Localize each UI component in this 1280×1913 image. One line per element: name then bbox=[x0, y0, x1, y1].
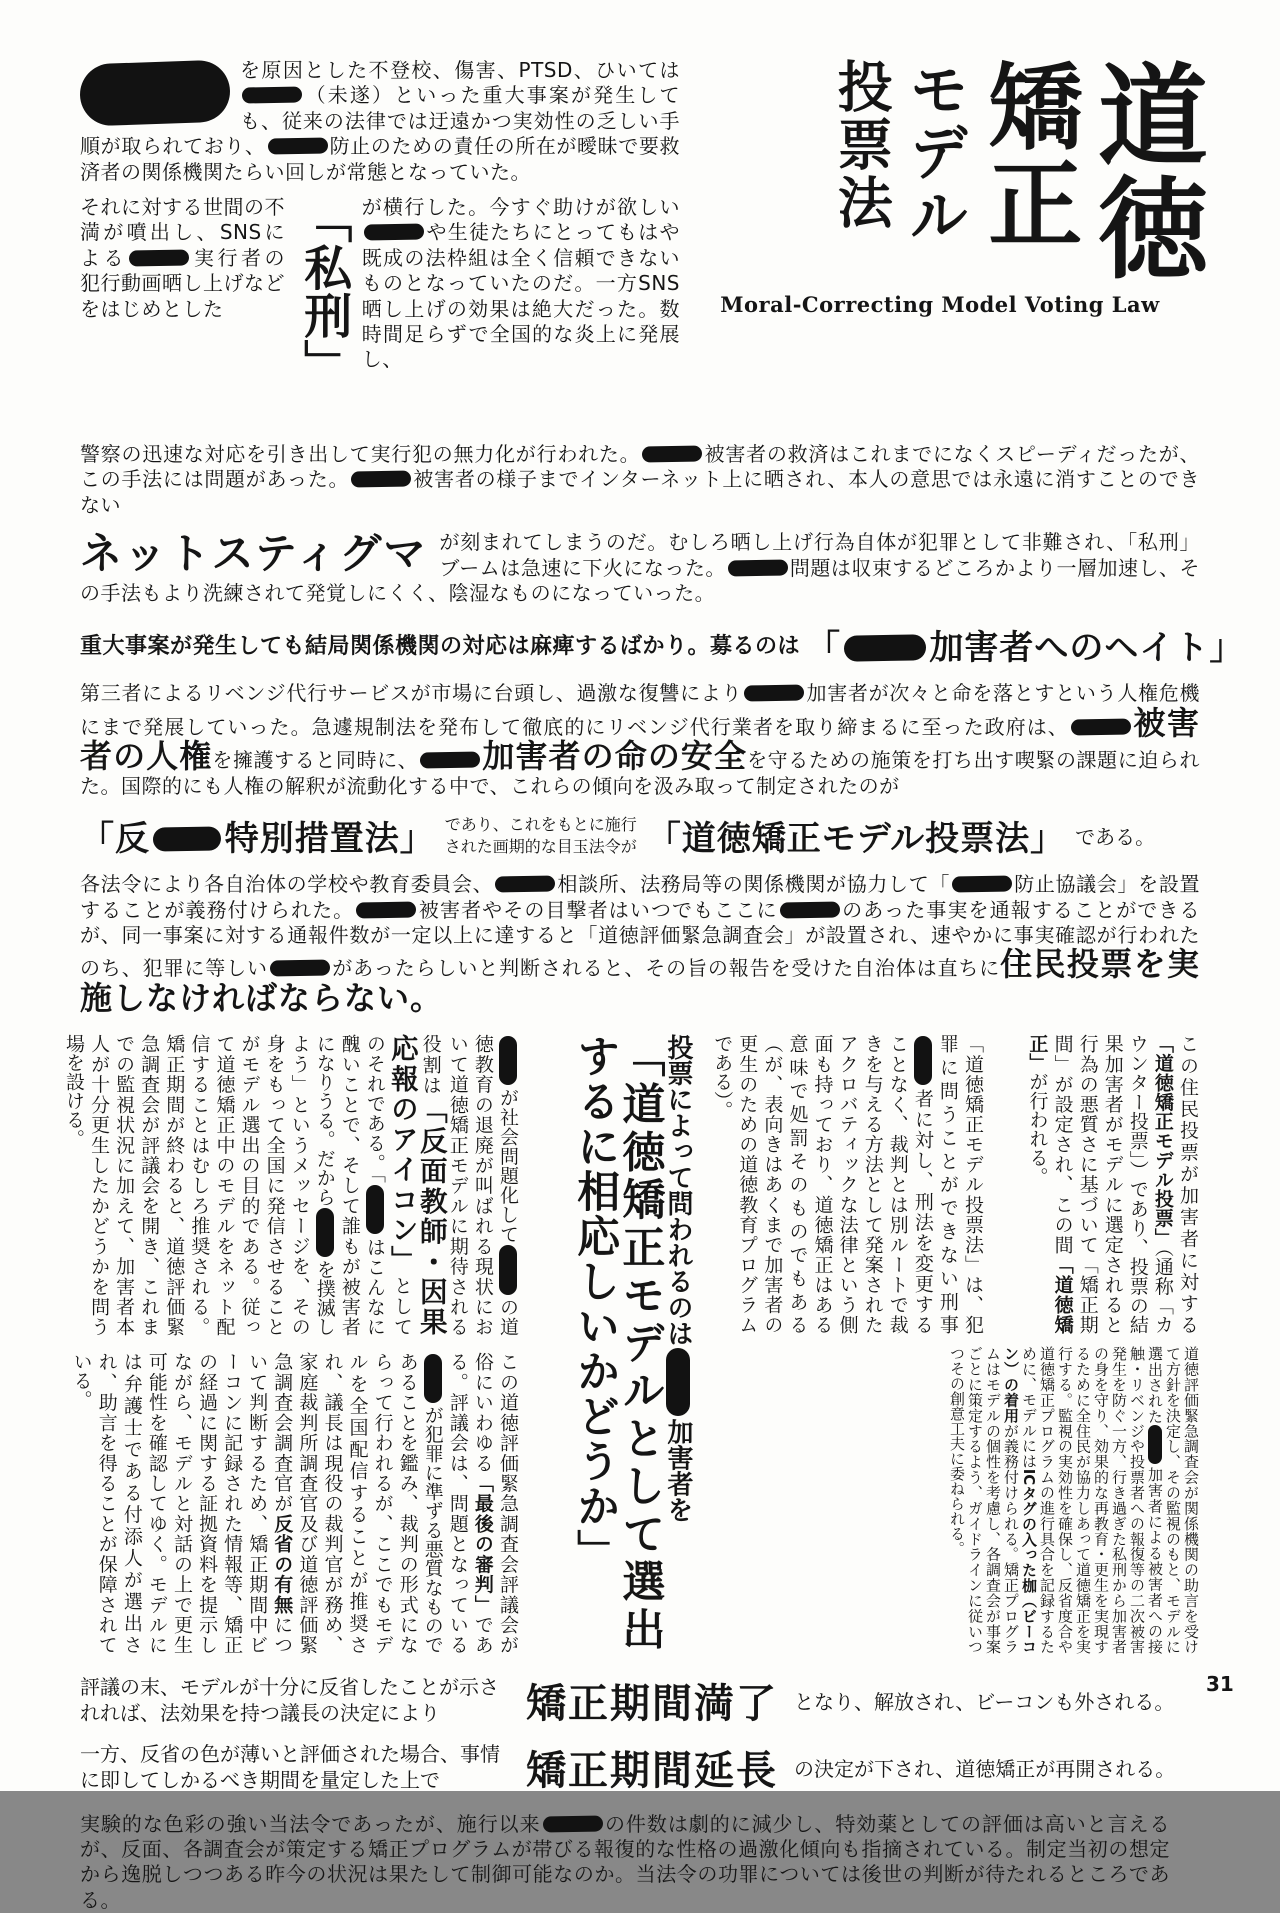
text-segment: 警察の迅速な対応を引き出して実行犯の無力化が行われた。 bbox=[80, 441, 641, 466]
text-segment: 各法令により各自治体の学校や教育委員会、 bbox=[80, 872, 494, 897]
redaction-scribble bbox=[542, 1815, 602, 1832]
text-segment: である。評議会は、問題となっている bbox=[446, 1351, 494, 1654]
text-segment: や生徒たちにとってもはや既成の法枠組は全く信頼できないものとなっていたのだ。一方SNS晒し上げの効果は絶大だった。数時間足らずで全国的な炎上に発展し、 bbox=[361, 220, 680, 372]
redaction-scribble bbox=[779, 901, 839, 918]
page-number: 31 bbox=[1206, 1672, 1234, 1696]
text-segment: 投票によって問われるのは bbox=[663, 1033, 693, 1346]
text-segment: があったらしいと判断されると、その旨の報告を受けた自治体は直ちに bbox=[331, 956, 1001, 981]
vertical-block-icon-role bbox=[62, 1033, 520, 1336]
text-segment: を撲滅しよう」というメッセージを、その身をもって全国に発信させることがモデル選出の目的である。従って道徳矯正中のモデルをネット配信することはむしろ推奨される。矯正期間が終わると、道徳評価緊急調査会が評議会を開き、これまでの監視状況に加えて、加害者本人が十分更生したかどうかを問う場を設ける。 bbox=[62, 1033, 336, 1336]
text-segment: 被害者の人権 bbox=[80, 703, 1200, 776]
text-segment: 防止協議会」を設置することが義務付けられた。 bbox=[80, 872, 1201, 922]
hate-heading bbox=[80, 620, 1245, 669]
special-measures-law-title bbox=[80, 811, 435, 860]
redaction-scribble bbox=[914, 1036, 932, 1085]
title-word-model: モデル bbox=[898, 58, 969, 247]
private-punishment-title: 「私刑」 bbox=[295, 194, 352, 387]
redaction-scribble bbox=[952, 876, 1012, 893]
verdict-completion-row bbox=[80, 1672, 1200, 1729]
text-segment: が横行した。今すぐ助けが欲しい bbox=[361, 194, 680, 219]
law-naming-row bbox=[80, 811, 1200, 860]
text-segment: 被害者やその目撃者はいつでもここに bbox=[418, 897, 778, 922]
text-segment: の件数は劇的に減少し、特効薬としての評価は高いと言えるが、反面、各調査会が策定する矯正プログラムが帯びる報復的な性格の過激化傾向も指摘されている。制定当初の想定から逸脱しつつある昨今の状況は果たして制御可能なのか。当法令の功罪については後世の判断が待たれるところである。 bbox=[80, 1811, 1170, 1912]
redaction-scribble bbox=[1071, 718, 1131, 735]
redaction-scribble bbox=[79, 59, 231, 126]
text-segment: を擁護すると同時に、 bbox=[212, 748, 419, 773]
text-segment: の道徳教育の退廃が叫ばれる現状において道徳矯正モデルに期待される役割は bbox=[419, 1033, 519, 1336]
text-segment: 加害者が次々と命を落とすという人権危機にまで発展していった。急遽規制法を発布して徹底的にリベンジ代行業者を取り締まるに至った政府は、 bbox=[80, 681, 1200, 739]
redaction-scribble bbox=[495, 876, 555, 893]
english-subtitle: Moral-Correcting Model Voting Law bbox=[720, 292, 1160, 317]
paragraph-referendum-setup bbox=[80, 872, 1201, 1018]
voting-law-title: 「道徳矯正モデル投票法」 bbox=[646, 819, 1066, 860]
text-segment: が犯罪に準ずる悪質なものであることを鑑み、裁判の形式にならって行われるが、ここでもモデルを全国配信することが推奨され、議長は現役の裁判官が務め、家庭裁判所調査官及び道徳評価緊急調査会調査官が bbox=[271, 1351, 444, 1654]
text-segment: 第三者によるリベンジ代行サービスが市場に台頭し、過激な復讐により bbox=[80, 681, 743, 706]
redaction-scribble bbox=[153, 827, 221, 853]
text-segment: 「 bbox=[806, 628, 842, 669]
redaction-scribble bbox=[744, 685, 804, 702]
text-segment: 「反面教師・因果応報のアイコン」 bbox=[385, 1033, 447, 1336]
text-segment: 「反 bbox=[80, 819, 150, 860]
redaction-scribble bbox=[666, 1348, 691, 1416]
vertical-block-surveillance bbox=[948, 1345, 1200, 1654]
law-connector-line2: された画期的な目玉法令が bbox=[444, 836, 637, 856]
text-segment: 加害者による被害者への接触・リベンジや投票者への報復等の二次被害発生を防ぐ一方、行き過ぎた私刑から加害者の身を守り、効果的な再教育・更生を実現するために全住民が協力しあって道徳矯正を実行する。監視の実効性を確保し、反省度合や道徳矯正プログラムの進行具合を記録するために、モデルには bbox=[1020, 1345, 1164, 1654]
text-segment: 特別措置法」 bbox=[224, 819, 435, 860]
text-segment: はこんなに醜いことで、そして誰もが被害者になりうる。だから bbox=[313, 1033, 386, 1336]
text-segment: 者に対し、刑法を変更することなく、裁判とは別ルートで裁きを与える方法として発案されたアクロバティックな法律という側面も持っており、道徳矯正はある意味で処罰そのものでもある（が、表向きはあくまで加害者の更生のための道徳教育プログラムである）。 bbox=[711, 1033, 934, 1334]
title-word-correcting: 矯正 bbox=[971, 58, 1082, 252]
text-segment: 反省の有無 bbox=[271, 1513, 294, 1615]
redaction-scribble bbox=[499, 1245, 517, 1294]
main-title-vertical bbox=[828, 58, 1209, 284]
text-segment: のあった事実を通報することができるが、同一事案に対する通報件数が一定以上に達すると「道徳評価緊急調査会」が設置され、速やかに事実確認が行われたのち、犯罪に等しい bbox=[80, 897, 1201, 981]
redaction-scribble bbox=[351, 471, 411, 488]
paragraph-police-response bbox=[80, 442, 1200, 518]
redaction-scribble bbox=[267, 138, 327, 155]
text-segment: この道徳評価緊急調査会評議会が俗にいわゆる bbox=[471, 1351, 519, 1654]
net-stigma-block bbox=[80, 530, 1200, 606]
law-connector-text bbox=[445, 814, 637, 857]
verdict-completion-title: 矯正期間満了 bbox=[526, 1679, 778, 1727]
redaction-scribble bbox=[242, 87, 302, 104]
vertical-block-last-judgement bbox=[70, 1351, 520, 1654]
hate-heading-big bbox=[806, 620, 1244, 669]
vertical-block-law-nature bbox=[695, 1034, 985, 1334]
text-segment: を原因とした不登校、傷害、PTSD、ひいては bbox=[240, 58, 680, 82]
vertical-text-section bbox=[62, 1030, 1200, 1662]
header-row bbox=[80, 58, 1209, 430]
redaction-scribble bbox=[424, 1354, 442, 1403]
text-segment: 実行者の犯行動画晒し上げなどをはじめとした bbox=[80, 245, 285, 321]
text-segment: が義務付けられる。矯正プログラムはモデルの個性を考慮し、各調査会が事案ごとに策定するよう、ガイドラインに従いつつその創意工夫に委ねられる。 bbox=[948, 1345, 1020, 1654]
text-segment: 被害者の様子までインターネット上に晒され、本人の意思では永遠に消すことのできない bbox=[80, 467, 1200, 517]
text-segment: 加害者へのヘイト」 bbox=[929, 628, 1245, 669]
private-punishment-left-text bbox=[80, 195, 285, 430]
redaction-scribble bbox=[364, 224, 424, 241]
law-connector-line1: であり、これをもとに施行 bbox=[444, 815, 637, 835]
text-segment: 問題は収束するどころかより一層加速し、その手法もより洗練されて発覚しにくく、陰湿なものになっていった。 bbox=[80, 555, 1200, 605]
text-segment: 「道徳矯正」 bbox=[1026, 1033, 1074, 1334]
redaction-scribble bbox=[366, 1185, 384, 1234]
law-tail-text: である。 bbox=[1075, 825, 1156, 850]
redaction-scribble bbox=[270, 960, 330, 977]
text-segment: 「道徳矯正モデルとして選出するに相応しいかどうか」 bbox=[570, 1033, 666, 1652]
verdict-extension-title: 矯正期間延長 bbox=[526, 1746, 778, 1794]
private-punishment-right-text bbox=[362, 195, 680, 430]
text-segment: について判断するため、矯正期間中ビーコンに記録された情報等、矯正の経過に関する証拠資料を提示しながら、モデルと対話の上で更生可能性を確認してゆく。モデルには弁護士である付添人が選出され、助言を得ることが保障されている。 bbox=[70, 1351, 294, 1654]
verdict-completion-result: となり、解放され、ビーコンも外される。 bbox=[794, 1689, 1175, 1714]
text-segment: を守るための施策を打ち出す喫緊の課題に迫られた。国際的にも人権の解釈が流動化する中で、これらの傾向を汲み取って制定されたのが bbox=[80, 748, 1200, 798]
text-segment: 加害者の命の安全 bbox=[482, 737, 748, 776]
vertical-block-counter-vote bbox=[995, 1034, 1200, 1334]
text-segment: 「道徳矯正モデル投票」 bbox=[1151, 1033, 1174, 1247]
redaction-scribble bbox=[642, 445, 702, 462]
redaction-scribble bbox=[316, 1208, 334, 1257]
redaction-scribble bbox=[356, 901, 416, 918]
paragraph-intro bbox=[80, 58, 680, 185]
verdict-extension-row bbox=[80, 1739, 1200, 1796]
text-segment: 「道徳矯正モデル投票法」は、犯罪に問うことができない刑事 bbox=[936, 1033, 984, 1334]
redaction-scribble bbox=[844, 635, 926, 662]
text-segment: が社会問題化して bbox=[497, 1086, 519, 1244]
text-segment: 実験的な色彩の強い当法令であったが、施行以来 bbox=[80, 1811, 541, 1836]
net-stigma-word: ネットスティグマ bbox=[80, 529, 428, 579]
verdict-extension-condition: 一方、反省の色が薄いと評価された場合、事情に即してしかるべき期間を量定した上で bbox=[80, 1742, 500, 1793]
redaction-scribble bbox=[129, 249, 189, 266]
text-segment: ICタグの入った枷（ビーコン）の着用 bbox=[1002, 1345, 1038, 1654]
verdict-completion-condition: 評議の末、モデルが十分に反省したことが示されれば、法効果を持つ議長の決定により bbox=[80, 1675, 499, 1726]
text-segment: 被害者の救済はこれまでになくスピーディだったが、この手法には問題があった。 bbox=[80, 441, 1200, 492]
private-punishment-block bbox=[80, 195, 680, 430]
redaction-scribble bbox=[1148, 1425, 1162, 1464]
text-segment: 加害者を bbox=[663, 1418, 693, 1523]
intro-column bbox=[80, 58, 680, 430]
text-segment: 住民投票を実施しなければならない。 bbox=[80, 945, 1200, 1018]
text-segment: 「最後の審判」 bbox=[471, 1472, 494, 1615]
text-segment: としてのそれである。「 bbox=[363, 1033, 413, 1336]
text-segment: （未遂）といった重大事案が発生しても、従来の法律では迂遠かつ実効性の乏しい手順が取られており、 bbox=[80, 83, 680, 159]
paragraph-closing-assessment bbox=[80, 1812, 1170, 1913]
text-segment: 相談所、法務局等の関係機関が協力して「 bbox=[557, 872, 951, 897]
text-segment: が刻まれてしまうのだ。むしろ晒し上げ行為自体が犯罪として非難され、「私刑」ブームは急速に下火になった。 bbox=[439, 530, 1200, 580]
redaction-scribble bbox=[420, 752, 480, 769]
verdict-extension-result: の決定が下され、道徳矯正が再開される。 bbox=[794, 1756, 1176, 1781]
text-segment: 道徳評価緊急調査会が関係機関の助言を受けて方針を決定し、その監視のもと、モデルに選出された bbox=[1146, 1345, 1200, 1654]
title-word-vote-law: 投票法 bbox=[828, 58, 894, 232]
text-segment: それに対する世間の不満が噴出し、SNSによる bbox=[80, 194, 285, 270]
hate-heading-lead: 重大事案が発生しても結局関係機関の対応は麻痺するばかり。募るのは bbox=[80, 634, 801, 660]
main-title-block bbox=[680, 58, 1209, 430]
paragraph-revenge-services bbox=[80, 681, 1200, 799]
redaction-scribble bbox=[728, 559, 788, 576]
title-word-moral: 道徳 bbox=[1080, 58, 1209, 284]
text-segment: が行われる。 bbox=[1026, 1071, 1049, 1186]
text-segment: 防止のための責任の所在が曖昧で要救済者の関係機関たらい回しが常態となっていた。 bbox=[80, 134, 681, 184]
text-segment: （通称「カウンター投票」）であり、投票の結果加害者がモデルに選定されると行為の悪質さに基づいて「矯正期間」が設定され、この間 bbox=[1051, 1033, 1174, 1334]
text-segment: この住民投票が加害者に対する bbox=[1177, 1033, 1199, 1334]
vertical-headline-selection-question bbox=[528, 1034, 693, 1652]
redaction-scribble bbox=[499, 1036, 517, 1085]
